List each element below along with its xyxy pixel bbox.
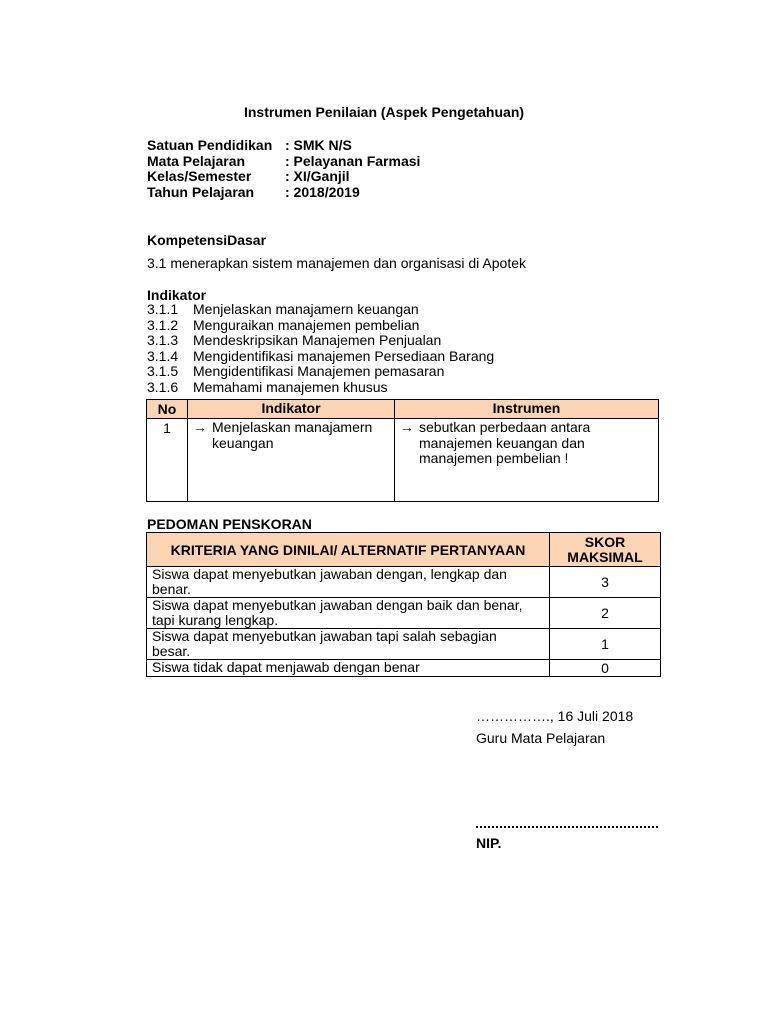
pedoman-heading: PEDOMAN PENSKORAN (147, 516, 312, 532)
arrow-right-icon: → (400, 419, 414, 435)
table-row (147, 598, 661, 629)
list-item (147, 302, 494, 318)
list-item (147, 380, 494, 396)
indikator-number: 3.1.3 (147, 332, 179, 348)
indikator-line: keuangan (212, 434, 274, 451)
list-item (147, 349, 494, 365)
header-skor-line: SKOR (584, 533, 626, 550)
indikator-text: Mengidentifikasi Manajemen pemasaran (193, 363, 445, 379)
kriteria-line: Siswa dapat menyebutkan jawaban dengan baik dan benar, (152, 597, 523, 613)
table-row (147, 567, 661, 598)
kriteria-line: benar. (152, 581, 191, 597)
kriteria-cell (147, 660, 550, 677)
indikator-number: 3.1.2 (147, 316, 179, 333)
indikator-heading: Indikator (147, 287, 207, 303)
skor-cell: 1 (550, 629, 661, 660)
list-item (147, 364, 494, 380)
instrumen-line: sebutkan perbedaan antara (419, 419, 591, 435)
indikator-text: Menguraikan manajemen pembelian (193, 316, 420, 333)
skor-cell: 2 (550, 598, 661, 629)
table-header-row (147, 533, 661, 567)
indikator-text: Mendeskripsikan Manajemen Penjualan (193, 332, 442, 348)
table-row (147, 629, 661, 660)
header-indikator: Indikator (188, 400, 395, 419)
indikator-number: 3.1.5 (147, 363, 179, 379)
kompetensi-heading: KompetensiDasar (147, 232, 267, 248)
list-item (147, 318, 494, 334)
meta-label: Kelas/Semester (147, 168, 252, 184)
header-skor (550, 533, 661, 567)
header-instrumen: Instrumen (395, 400, 659, 419)
meta-value: : XI/Ganjil (285, 168, 350, 184)
table-row (147, 419, 659, 502)
nip-label: NIP. (476, 835, 502, 851)
meta-label: Mata Pelajaran (147, 152, 246, 169)
meta-row-satuan (147, 138, 420, 154)
indikator-number: 3.1.6 (147, 378, 179, 395)
header-skor-line: MAKSIMAL (567, 548, 643, 565)
indikator-list (147, 302, 494, 395)
instrumen-line: manajemen pembelian ! (419, 450, 569, 466)
kriteria-line: tapi kurang lengkap. (152, 612, 279, 628)
kompetensi-text: 3.1 menerapkan sistem manajemen dan organisasi di Apotek (147, 255, 526, 271)
document-title: Instrumen Penilaian (Aspek Pengetahuan) (243, 104, 525, 120)
kriteria-cell (147, 629, 550, 660)
table-header-row (147, 400, 659, 419)
table-row (147, 660, 661, 677)
indikator-number: 3.1.4 (147, 347, 179, 364)
meta-value: : SMK N/S (285, 137, 352, 153)
kriteria-line: Siswa dapat menyebutkan jawaban tapi salah sebagian (152, 628, 497, 644)
skor-cell: 3 (550, 567, 661, 598)
identity-block (147, 138, 420, 200)
kriteria-line: Siswa tidak dapat menjawab dengan benar (152, 659, 420, 675)
indikator-cell (188, 419, 395, 502)
meta-label: Tahun Pelajaran (147, 183, 255, 200)
indikator-text: Memahami manajemen khusus (193, 378, 388, 395)
indikator-line: Menjelaskan manajamern (212, 419, 373, 435)
arrow-right-icon: → (193, 419, 207, 435)
kriteria-line: Siswa dapat menyebutkan jawaban dengan, lengkap dan (152, 566, 507, 582)
kriteria-line: besar. (152, 643, 191, 659)
meta-row-mapel (147, 154, 420, 170)
row-number: 1 (147, 419, 188, 502)
signature-date: ……………., 16 Juli 2018 (476, 708, 634, 724)
skor-cell: 0 (550, 660, 661, 677)
instrumen-cell (395, 419, 659, 502)
indikator-number: 3.1.1 (147, 301, 179, 317)
signature-line (476, 818, 658, 828)
meta-value: : Pelayanan Farmasi (285, 152, 421, 169)
meta-row-tahun (147, 185, 420, 201)
instrumen-line: manajemen keuangan dan (419, 434, 585, 451)
meta-row-kelas (147, 169, 420, 185)
meta-label: Satuan Pendidikan (147, 137, 273, 153)
meta-value: : 2018/2019 (285, 183, 360, 200)
header-kriteria: KRITERIA YANG DINILAI/ ALTERNATIF PERTANYAAN (147, 533, 550, 567)
kriteria-cell (147, 567, 550, 598)
instrument-table (146, 399, 659, 502)
header-no: No (147, 400, 188, 419)
kriteria-cell (147, 598, 550, 629)
scoring-table (146, 532, 661, 677)
list-item (147, 333, 494, 349)
indikator-text: Menjelaskan manajamern keuangan (193, 301, 419, 317)
signature-role: Guru Mata Pelajaran (476, 730, 606, 746)
indikator-text: Mengidentifikasi manajemen Persediaan Barang (193, 347, 495, 364)
